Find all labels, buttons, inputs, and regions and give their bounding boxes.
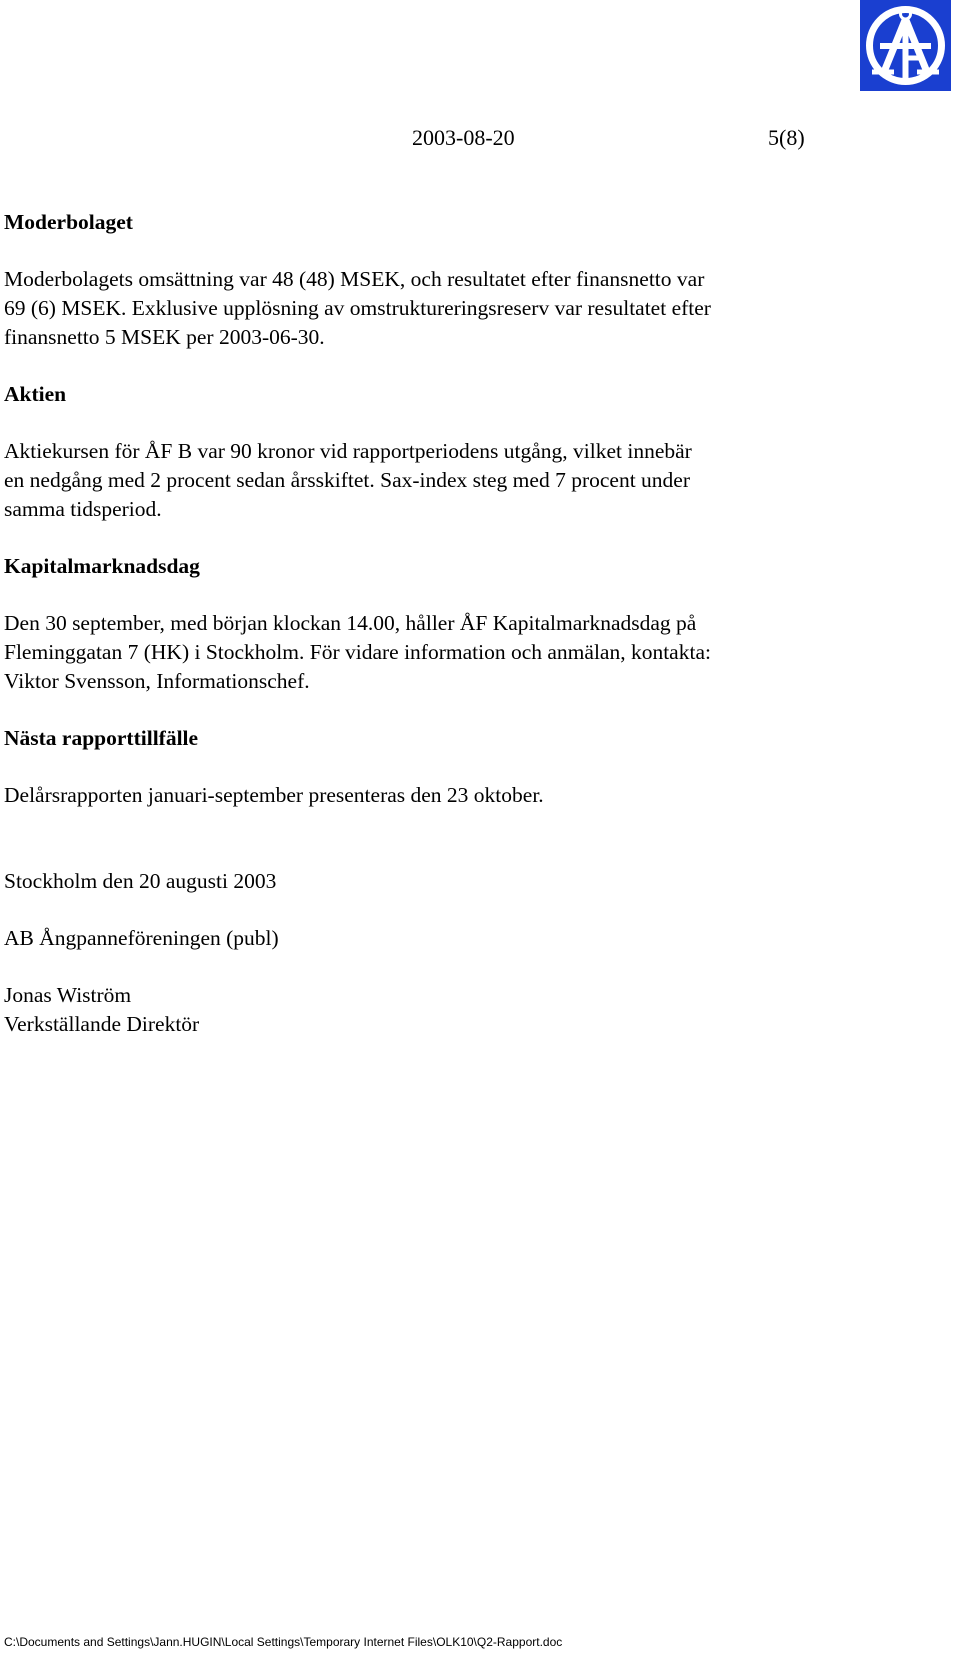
- section-heading: Moderbolaget: [4, 210, 133, 234]
- section-heading: Kapitalmarknadsdag: [4, 554, 200, 578]
- paragraph-line: Den 30 september, med början klockan 14.00, håller ÅF Kapitalmarknadsdag på: [4, 611, 697, 635]
- paragraph-line: 69 (6) MSEK. Exklusive upplösning av omstruktureringsreserv var resultatet efter: [4, 296, 711, 320]
- section-heading: Nästa rapporttillfälle: [4, 726, 199, 750]
- page-number: 5(8): [768, 125, 805, 150]
- paragraph-line: Aktiekursen för ÅF B var 90 kronor vid rapportperiodens utgång, vilket innebär: [4, 439, 692, 463]
- header-date: 2003-08-20: [412, 125, 515, 150]
- signer-name: Jonas Wiström: [4, 983, 132, 1007]
- place-date-text: Stockholm den 20 augusti 2003: [4, 869, 277, 893]
- section-paragraph: [4, 265, 834, 352]
- company-name: AB Ångpanneföreningen (publ): [4, 926, 279, 950]
- page-header: [0, 123, 960, 153]
- section-kapitalmarknadsdag: [4, 552, 834, 696]
- paragraph-line: samma tidsperiod.: [4, 497, 162, 521]
- paragraph-line: Delårsrapporten januari-september presenteras den 23 oktober.: [4, 783, 544, 807]
- section-paragraph: [4, 609, 834, 696]
- paragraph-line: Viktor Svensson, Informationschef.: [4, 669, 310, 693]
- paragraph-line: finansnetto 5 MSEK per 2003-06-30.: [4, 325, 325, 349]
- af-logo-graphic: [860, 0, 951, 91]
- closing-block: [4, 867, 834, 1039]
- section-paragraph: [4, 781, 834, 810]
- section-paragraph: [4, 437, 834, 524]
- section-nasta-rapporttillfalle: [4, 724, 834, 810]
- section-heading: Aktien: [4, 382, 67, 406]
- closing-place-date: [4, 867, 834, 896]
- section-moderbolaget: [4, 208, 834, 352]
- af-logo-icon: [860, 0, 951, 91]
- signer-title: Verkställande Direktör: [4, 1012, 200, 1036]
- paragraph-line: Fleminggatan 7 (HK) i Stockholm. För vidare information och anmälan, kontakta:: [4, 640, 711, 664]
- section-aktien: [4, 380, 834, 524]
- signature-block: [4, 981, 834, 1039]
- document-body: [4, 208, 834, 1067]
- paragraph-line: Moderbolagets omsättning var 48 (48) MSEK, och resultatet efter finansnetto var: [4, 267, 705, 291]
- closing-company: [4, 924, 834, 953]
- paragraph-line: en nedgång med 2 procent sedan årsskiftet. Sax-index steg med 7 procent under: [4, 468, 690, 492]
- footer-file-path: C:\Documents and Settings\Jann.HUGIN\Local Settings\Temporary Internet Files\OLK10\Q2-Rapport.doc: [4, 1635, 563, 1649]
